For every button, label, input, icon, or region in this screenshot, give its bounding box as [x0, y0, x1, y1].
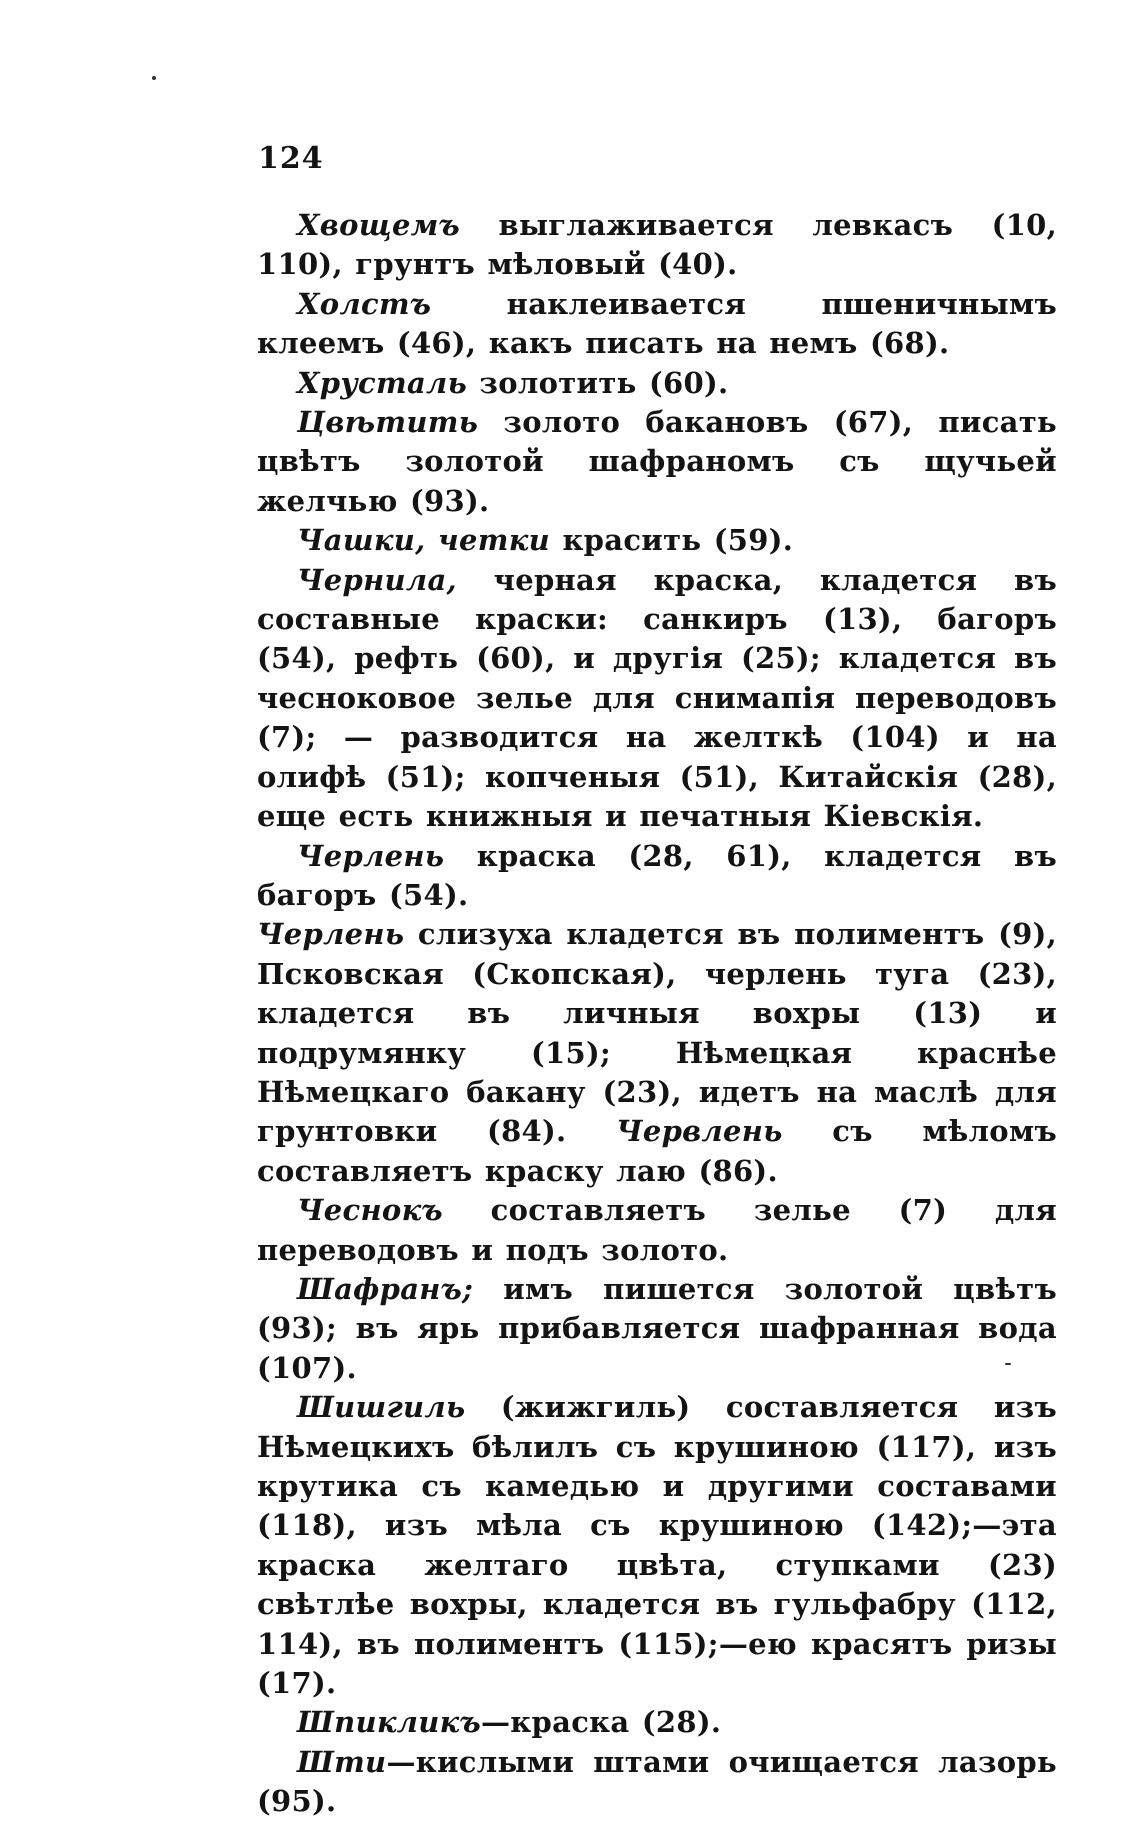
entry-text: черная краска, кладется въ составные краски: санкиръ (13), багоръ (54), рефть (60), и другія (25); кладется въ чесноковое зелье для снимапія переводовъ (7); — разводится на желткѣ (104) и на олифѣ (51); копченыя (51), Китайскія (28), еще есть книжныя и печатныя Кіевскія. — [257, 562, 1057, 834]
entry-headword: Чеснокъ — [297, 1193, 443, 1228]
entry-headword: Хвощемъ — [297, 208, 460, 242]
entry-text-secondary: съ мѣломъ составляетъ краску лаю (86). — [257, 1114, 1057, 1188]
glossary-entry — [257, 206, 1057, 285]
entry-text: наклеивается пшеничнымъ клеемъ (46), какъ писать на немъ (68). — [257, 286, 1057, 361]
entry-headword: Холстъ — [297, 286, 432, 321]
entry-text: красить (59). — [550, 523, 794, 558]
entry-text: имъ пишется золотой цвѣтъ (93); въ ярь прибавляется шафранная вода (107). — [257, 1271, 1057, 1385]
entry-headword: Цвѣтить — [297, 405, 479, 440]
print-speck — [152, 76, 156, 80]
page-number: 124 — [258, 141, 324, 176]
entry-headword: Чернила, — [297, 562, 457, 597]
glossary-entry — [257, 1388, 1057, 1703]
entry-text: краска (28, 61), кладется въ багоръ (54). — [257, 838, 1057, 912]
entry-headword: Черлень — [257, 917, 405, 952]
entry-text: слизуха кладется въ полиментъ (9), Псковская (Скопская), черлень туга (23), кладется въ личныя вохры (13) и подрумянку (15); Нѣмецкая краснѣе Нѣмецкаго бакану (23), идетъ на маслѣ для грунтовки (84). — [257, 917, 1057, 1149]
glossary-entry — [257, 364, 1057, 403]
glossary-entry — [257, 1703, 1057, 1742]
glossary-entry — [257, 285, 1057, 364]
entry-text: —кислыми штами очищается лазорь (95). — [257, 1744, 1057, 1819]
entry-headword: Черлень — [297, 838, 445, 873]
glossary-text — [257, 206, 1057, 1822]
glossary-entry — [257, 1270, 1057, 1388]
entry-headword-secondary: Червлень — [616, 1114, 783, 1149]
entry-text: (жижгиль) составляется изъ Нѣмецкихъ бѣлилъ съ крушиною (117), изъ крутика съ камедью и другими составами (118), изъ мѣла съ крушиною (142);—эта краска желтаго цвѣта, ступками (23) свѣтлѣе вохры, кладется въ гульфабру (112, 114), въ полиментъ (115);—ею красятъ ризы (17). — [257, 1390, 1057, 1701]
entry-headword: Шишгиль — [297, 1390, 466, 1425]
glossary-entry — [257, 561, 1057, 837]
entry-text: выглаживается левкасъ (10, 110), грунтъ мѣловый (40). — [257, 208, 1057, 282]
entry-headword: Шафранъ; — [297, 1271, 474, 1306]
entry-headword: Хрусталь — [297, 365, 468, 400]
entry-text: —краска (28). — [481, 1705, 722, 1740]
entry-text: золотить (60). — [467, 365, 729, 400]
glossary-entry — [257, 1743, 1057, 1822]
glossary-entry — [257, 1191, 1057, 1270]
entry-headword: Чашки, четки — [297, 523, 551, 558]
entry-headword: Шпикликъ — [297, 1705, 481, 1740]
glossary-entry — [257, 403, 1057, 521]
glossary-entry — [257, 915, 1057, 1191]
glossary-entry — [257, 837, 1057, 916]
entry-headword: Шти — [297, 1744, 387, 1779]
glossary-entry — [257, 521, 1057, 560]
entry-text: золото бакановъ (67), писать цвѣтъ золотой шафраномъ съ щучьей желчью (93). — [257, 405, 1057, 518]
entry-text: составляетъ зелье (7) для переводовъ и подъ золото. — [257, 1193, 1057, 1267]
